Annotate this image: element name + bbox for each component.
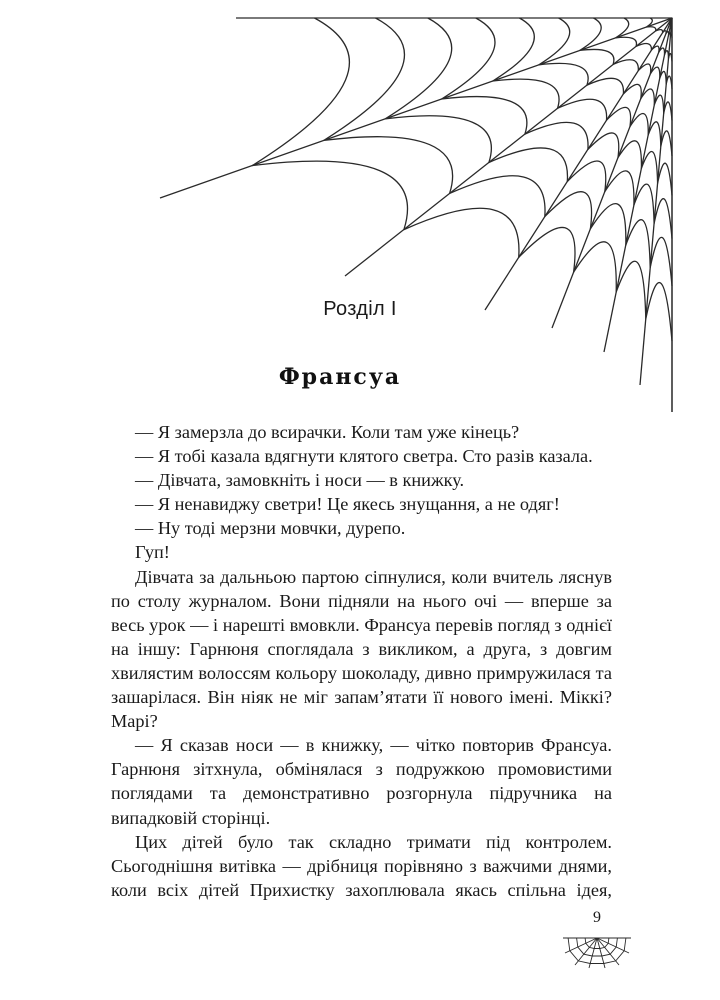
paragraph: Дівчата за дальньою партою сіпнулися, коли вчитель ляснув по столу журналом. Вони підняли на нього очі — вперше за весь урок — і нарешті вмовкли. Франсуа перевів погляд з однієї на іншу: Гарнюня споглядала з викликом, а друга, з довгим хвилястим волоссям кольору шоколаду, дивно примружилася та зашарілася. Він ніяк не міг запам’ятати її нового імені. Міккі? Марі? [111,566,612,732]
chapter-title: Франсуа [278,364,402,390]
paragraph: — Я тобі казала вдягнути клятого светра. Сто разів казала. [135,446,593,467]
chapter-body-text [111,420,612,902]
chapter-label: Розділ I [0,298,720,321]
paragraph: — Я ненавиджу светри! Це якесь знущання, а не одяг! [135,494,560,515]
spiderweb-ornament-icon [561,935,633,969]
page-number: 9 [593,909,601,926]
paragraph: — Я сказав носи — в книжку, — чітко повторив Франсуа. Гарнюня зітхнула, обмінялася з подружкою промовистими поглядами та демонстративно розгорнула підручника на випадковій сторінці. [111,735,612,828]
spiderweb-illustration [0,0,720,420]
paragraph: — Дівчата, замовкніть і носи — в книжку. [135,470,465,491]
paragraph: Гуп! [135,542,170,563]
paragraph: — Ну тоді мерзни мовчки, дурепо. [135,518,406,539]
paragraph: Цих дітей було так складно тримати під контролем. Сьогоднішня витівка — дрібниця порівняно з важчими днями, коли всіх дітей Прихистку захоплювала якась спільна ідея, [111,831,612,900]
paragraph: — Я замерзла до всирачки. Коли там уже кінець? [135,422,520,442]
